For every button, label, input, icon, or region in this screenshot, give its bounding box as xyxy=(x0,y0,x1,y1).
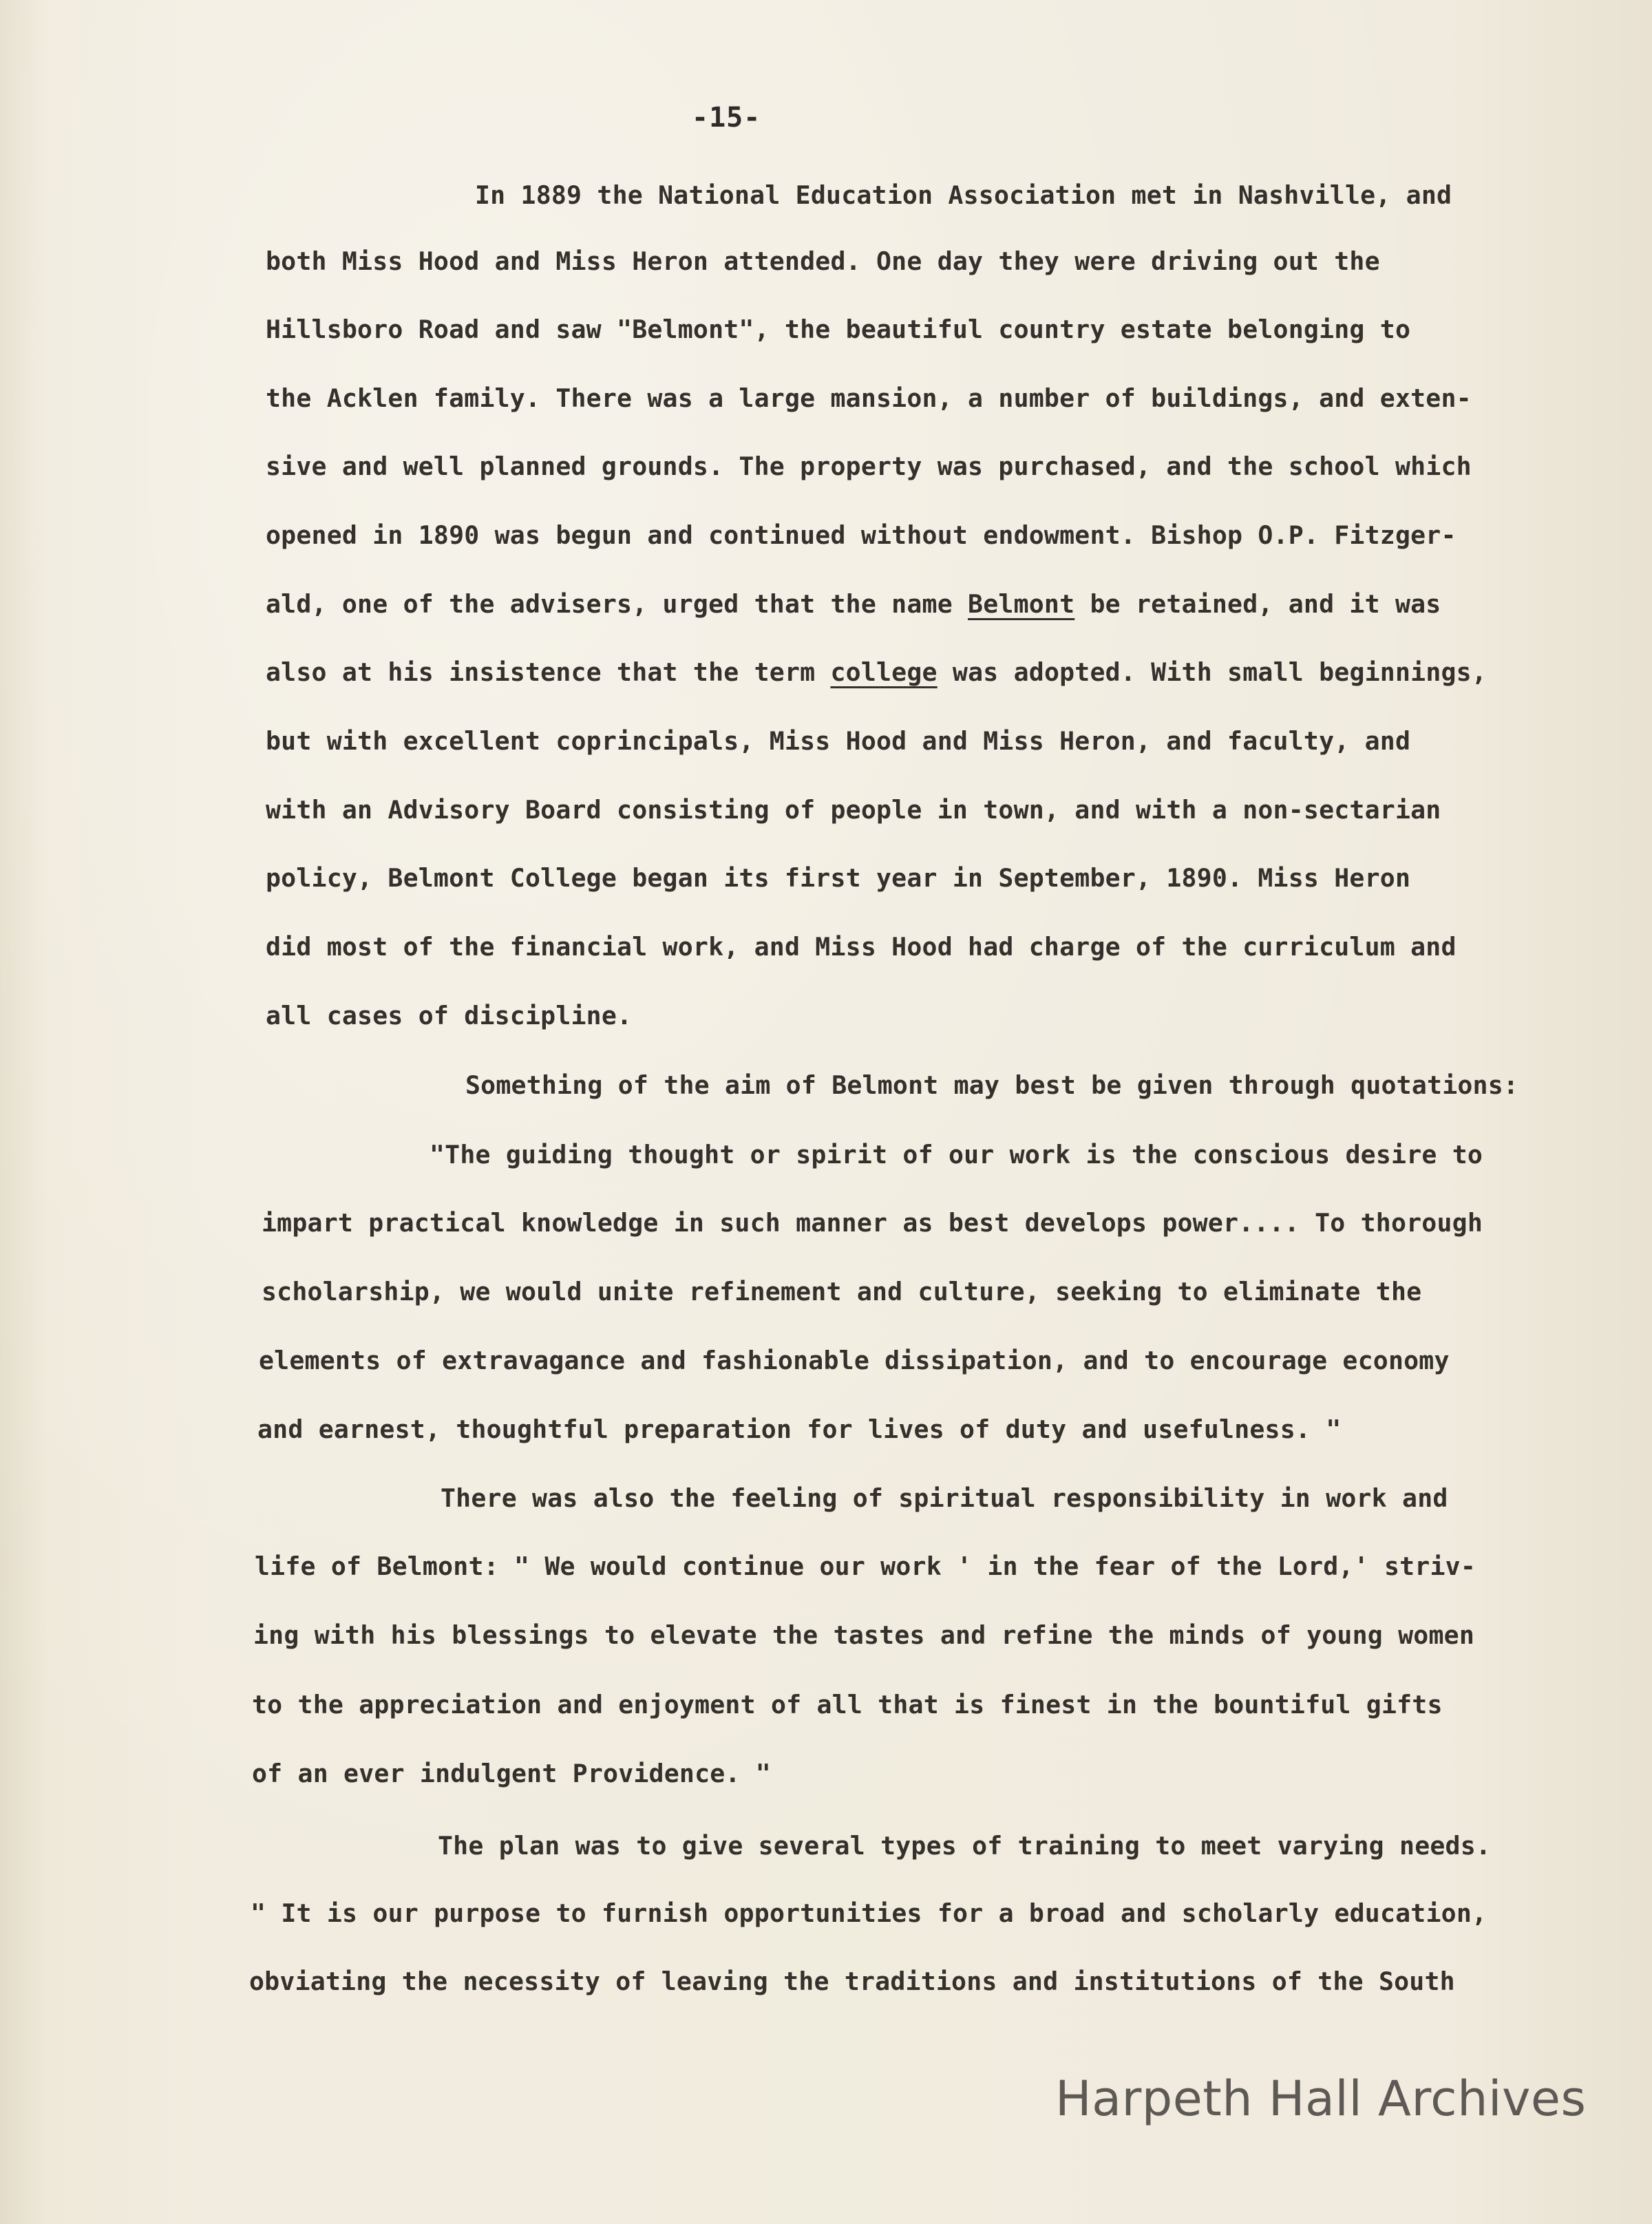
text-line: of an ever indulgent Providence. " xyxy=(252,1759,771,1788)
text-line: and earnest, thoughtful preparation for lives of duty and usefulness. " xyxy=(257,1415,1342,1444)
text-line: policy, Belmont College began its first year in September, 1890. Miss Heron xyxy=(266,863,1411,893)
text-segment: also at his insistence that the term xyxy=(266,657,831,687)
page-number: -15- xyxy=(692,102,761,134)
text-line: "The guiding thought or spirit of our work is the conscious desire to xyxy=(430,1140,1483,1169)
text-line: both Miss Hood and Miss Heron attended. One day they were driving out the xyxy=(266,246,1380,276)
underlined-word: Belmont xyxy=(968,589,1075,619)
text-line: Something of the aim of Belmont may best be given through quotations: xyxy=(465,1070,1519,1100)
text-line: impart practical knowledge in such manner as best develops power.... To thorough xyxy=(262,1208,1483,1238)
text-line: ing with his blessings to elevate the tastes and refine the minds of young women xyxy=(253,1620,1474,1650)
text-line: scholarship, we would unite refinement and culture, seeking to eliminate the xyxy=(262,1277,1422,1306)
text-line: The plan was to give several types of training to meet varying needs. xyxy=(438,1831,1492,1861)
text-line: Hillsboro Road and saw "Belmont", the beautiful country estate belonging to xyxy=(266,315,1411,344)
text-line: with an Advisory Board consisting of people in town, and with a non-sectarian xyxy=(266,795,1441,825)
text-line: " It is our purpose to furnish opportunities for a broad and scholarly education, xyxy=(251,1898,1487,1928)
archive-watermark: Harpeth Hall Archives xyxy=(1055,2071,1587,2127)
text-segment: was adopted. With small beginnings, xyxy=(937,657,1487,687)
text-line: the Acklen family. There was a large mansion, a number of buildings, and exten- xyxy=(266,383,1472,413)
text-line: obviating the necessity of leaving the traditions and institutions of the South xyxy=(249,1967,1455,1996)
text-segment: ald, one of the advisers, urged that the name xyxy=(266,589,968,619)
text-line: sive and well planned grounds. The property was purchased, and the school which xyxy=(266,452,1472,481)
text-segment: be retained, and it was xyxy=(1074,589,1441,619)
text-line: all cases of discipline. xyxy=(266,1001,633,1030)
text-line: did most of the financial work, and Miss Hood had charge of the curriculum and xyxy=(266,932,1457,962)
text-line: but with excellent coprincipals, Miss Hood and Miss Heron, and faculty, and xyxy=(266,726,1411,756)
text-line: opened in 1890 was begun and continued without endowment. Bishop O.P. Fitzger- xyxy=(266,520,1457,550)
text-line: There was also the feeling of spiritual responsibility in work and xyxy=(441,1483,1448,1513)
text-line: elements of extravagance and fashionable dissipation, and to encourage economy xyxy=(259,1346,1450,1375)
text-line xyxy=(266,657,1487,687)
text-line xyxy=(266,589,1441,619)
text-line: In 1889 the National Education Association met in Nashville, and xyxy=(475,180,1452,210)
text-line: to the appreciation and enjoyment of all that is finest in the bountiful gifts xyxy=(252,1690,1443,1719)
underlined-word: college xyxy=(830,657,938,687)
text-line: life of Belmont: " We would continue our work ' in the fear of the Lord,' striv- xyxy=(255,1551,1476,1581)
